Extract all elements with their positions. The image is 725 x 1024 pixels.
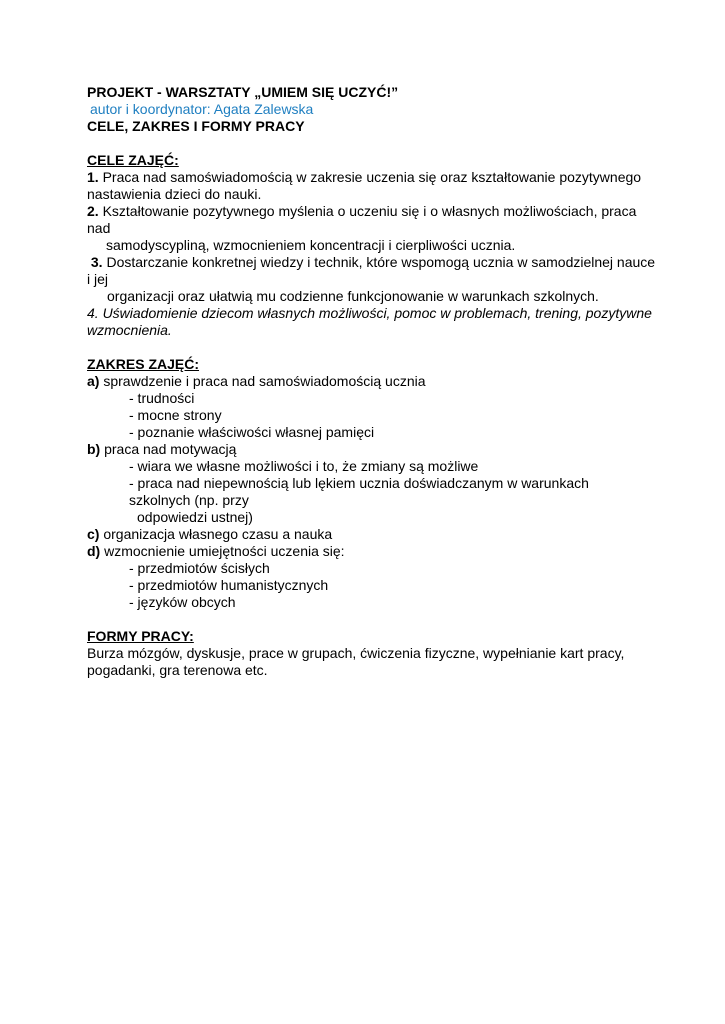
zakres-b: b) praca nad motywacją <box>87 441 237 457</box>
document-page <box>87 84 657 679</box>
zakres-d-sub-2: - przedmiotów humanistycznych <box>129 577 329 593</box>
zakres-a-sub-3: - poznanie właściwości własnej pamięci <box>129 424 375 440</box>
zakres-heading: ZAKRES ZAJĘĆ: <box>87 356 200 372</box>
document-title: PROJEKT - WARSZTATY „UMIEM SIĘ UCZYĆ!” <box>87 84 399 100</box>
author-line: autor i koordynator: Agata Zalewska <box>90 101 314 117</box>
zakres-d-sub-1: - przedmiotów ścisłych <box>129 560 270 576</box>
document-subtitle: CELE, ZAKRES I FORMY PRACY <box>87 118 305 134</box>
zakres-b-sub-2: - praca nad niepewnością lub lękiem ucznia doświadczanym w warunkach szkolnych (np. przy <box>129 475 589 508</box>
zakres-a-sub-1: - trudności <box>129 390 195 406</box>
zakres-b-sub-1: - wiara we własne możliwości i to, że zmiany są możliwe <box>129 458 479 474</box>
cele-item-1: 1. Praca nad samoświadomością w zakresie uczenia się oraz kształtowanie pozytywnego nastawienia dzieci do nauki. <box>87 169 642 202</box>
cele-item-3: 3. Dostarczanie konkretnej wiedzy i technik, które wspomogą ucznia w samodzielnej nauce i jej <box>87 254 656 287</box>
cele-item-2-cont: samodyscypliną, wzmocnieniem koncentracji i cierpliwości ucznia. <box>106 237 516 253</box>
formy-heading: FORMY PRACY: <box>87 628 194 644</box>
cele-item-2: 2. Kształtowanie pozytywnego myślenia o uczeniu się i o własnych możliwościach, praca nad <box>87 203 637 236</box>
zakres-d: d) wzmocnienie umiejętności uczenia się: <box>87 543 345 559</box>
zakres-b-cont: odpowiedzi ustnej) <box>137 509 253 525</box>
zakres-d-sub-3: - języków obcych <box>129 594 236 610</box>
zakres-a: a) sprawdzenie i praca nad samoświadomością ucznia <box>87 373 426 389</box>
cele-heading: CELE ZAJĘĆ: <box>87 152 179 168</box>
formy-text: Burza mózgów, dyskusje, prace w grupach, ćwiczenia fizyczne, wypełnianie kart pracy, pogadanki, gra terenowa etc. <box>87 645 625 678</box>
zakres-c: c) organizacja własnego czasu a nauka <box>87 526 333 542</box>
zakres-a-sub-2: - mocne strony <box>129 407 222 423</box>
cele-item-3-cont: organizacji oraz ułatwią mu codzienne funkcjonowanie w warunkach szkolnych. <box>107 288 599 304</box>
cele-item-4: 4. Uświadomienie dziecom własnych możliwości, pomoc w problemach, trening, pozytywne wzmocnienia. <box>87 305 652 338</box>
